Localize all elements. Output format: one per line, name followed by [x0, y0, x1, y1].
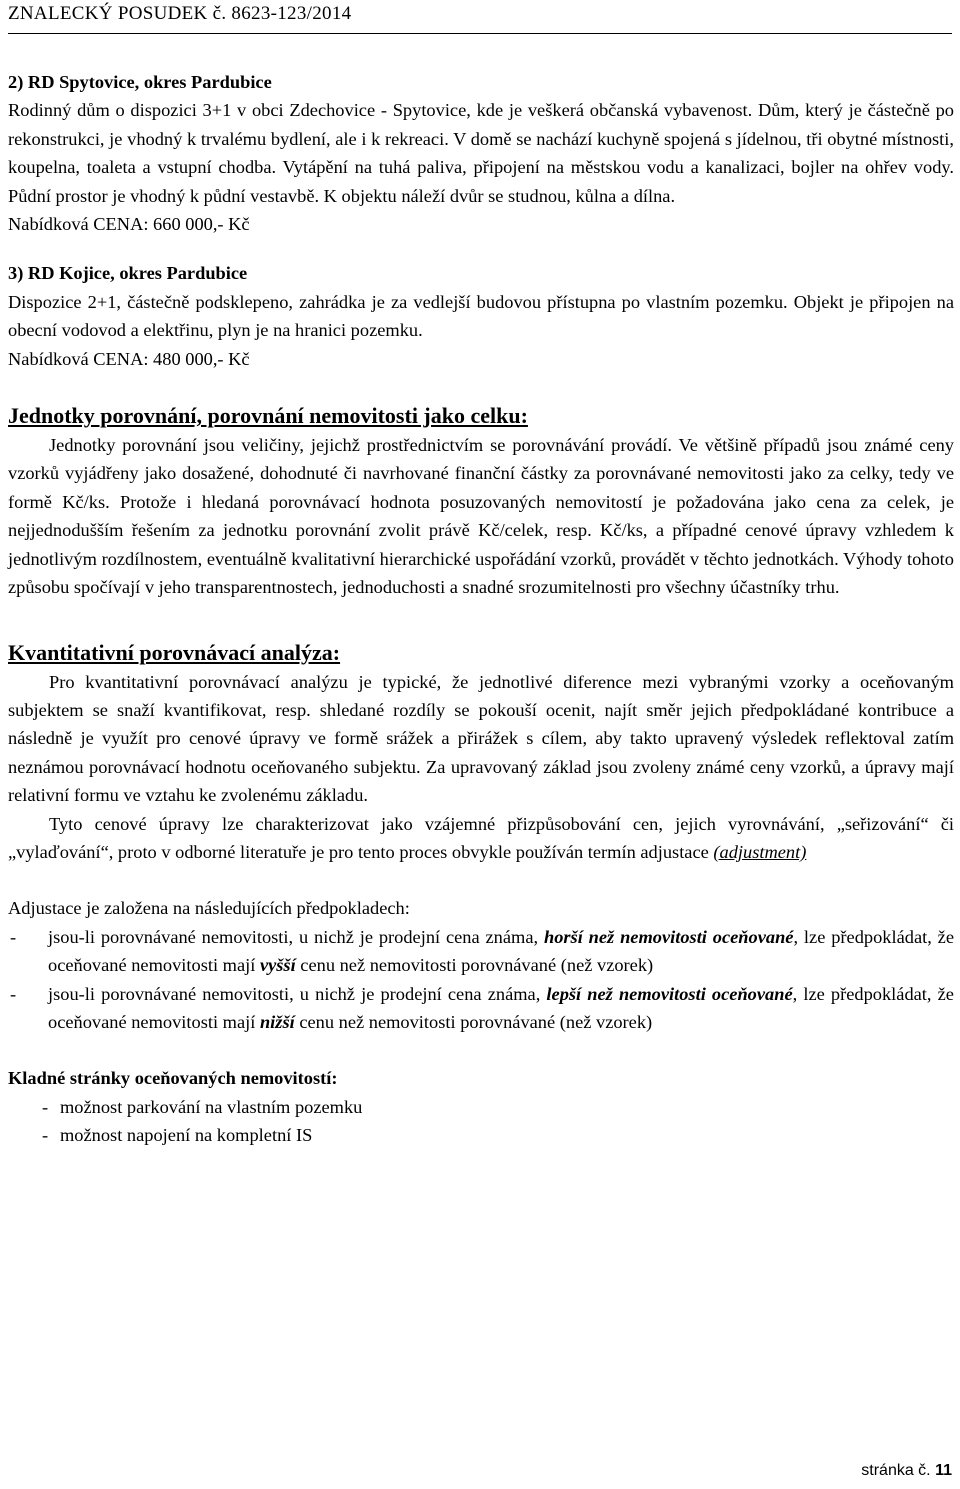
- positive-item-1: [8, 1093, 954, 1121]
- assumption-2-emphasis: lepší než nemovitosti oceňované: [546, 983, 793, 1004]
- page-label: stránka č.: [861, 1462, 931, 1479]
- document-content: [8, 68, 954, 1150]
- analysis-paragraph-2: [8, 810, 954, 867]
- section-2-heading: 2) RD Spytovice, okres Pardubice: [8, 72, 272, 92]
- document-header: ZNALECKÝ POSUDEK č. 8623-123/2014: [8, 3, 952, 34]
- dash-bullet: -: [42, 1125, 49, 1146]
- assumption-item-1: [8, 923, 954, 980]
- page-footer: [861, 1462, 952, 1480]
- assumption-1-keyword: vyšší: [259, 955, 296, 976]
- units-body: Jednotky porovnání jsou veličiny, jejichž prostřednictvím se porovnávání provádí. Ve většině případů jsou známé ceny vzorků vyjádřeny jako dosažené, dohodnuté či navrhované finanční částky za porovnávané nemovitosti jako za celky, tedy ve formě Kč/ks. Protože i hledaná porovnávací hodnota posuzovaných nemovitostí je požadována jako cena za celek, je nejjednodušším řešením za jednotku porovnání zvolit právě Kč/celek, resp. Kč/ks, a případné cenové úpravy vzhledem k jednotlivým rozdílnostem, eventuálně kvalitativní hierarchické uspořádání vzorků, provádět v těchto jednotkách. Výhody tohoto způsobu spočívají v jeho transparentnostech, jednoduchosti a snadné srozumitelnosti pro všechny účastníky trhu.: [8, 435, 954, 598]
- section-2-price: Nabídková CENA: 660 000,- Kč: [8, 214, 250, 235]
- assumption-1-emphasis: horší než nemovitosti oceňované: [543, 926, 794, 947]
- positive-item-text: možnost parkování na vlastním pozemku: [60, 1096, 363, 1117]
- dash-bullet: -: [10, 926, 17, 947]
- assumption-1-text-e: cenu než nemovitosti porovnávané (než vzorek): [295, 955, 654, 976]
- adjustment-intro: Adjustace je založena na následujících předpokladech:: [8, 898, 410, 919]
- assumption-2-text-a: jsou-li porovnávané nemovitosti, u nichž je prodejní cena známa,: [48, 983, 547, 1004]
- positives-heading: Kladné stránky oceňovaných nemovitostí:: [8, 1068, 338, 1089]
- section-3-price: Nabídková CENA: 480 000,- Kč: [8, 348, 250, 369]
- page-number: 11: [935, 1462, 952, 1479]
- analysis-term-adjustment: (adjustment): [713, 841, 807, 862]
- section-3-body: Dispozice 2+1, částečně podsklepeno, zahrádka je za vedlejší budovou přístupna po vlastním pozemku. Objekt je připojen na obecní vodovod a elektřinu, plyn je na hranici pozemku.: [8, 291, 954, 341]
- positive-item-2: [8, 1121, 954, 1149]
- assumption-1-text-a: jsou-li porovnávané nemovitosti, u nichž je prodejní cena známa,: [48, 926, 544, 947]
- assumption-2-text-c: , lze předpokládat, že oceňované nemovitosti mají: [48, 983, 954, 1032]
- section-2-body: Rodinný dům o dispozici 3+1 v obci Zdechovice - Spytovice, kde je veškerá občanská vybavenost. Dům, který je částečně po rekonstrukci, je vhodný k trvalému bydlení, ale i k rekreaci. V domě se nachází kuchyně spojená s jídelnou, tři obytné místnosti, koupelna, toaleta a vstupní chodba. Vytápění na tuhá paliva, připojení na městskou vodu a kanalizaci, bojler na ohřev vody. Půdní prostor je vhodný k půdní vestavbě. K objektu náleží dvůr se studnou, kůlna a dílna.: [8, 100, 954, 206]
- assumption-2-keyword: nižší: [259, 1011, 295, 1032]
- dash-bullet: -: [42, 1096, 49, 1117]
- units-heading: Jednotky porovnání, porovnání nemovitosti jako celku:: [8, 403, 528, 429]
- dash-bullet: -: [10, 983, 17, 1004]
- assumption-1-text-c: , lze předpokládat, že oceňované nemovitosti mají: [48, 926, 954, 976]
- analysis-paragraph-1: Pro kvantitativní porovnávací analýzu je typické, že jednotlivé diference mezi vybranými vzorky a oceňovaným subjektem se snaží kvantifikovat, resp. shledané rozdíly se pokouší ocenit, najít směr jejich předpokládané kontribuce a následně je využít pro cenové úpravy ve formě srážek a přirážek s cílem, aby takto upravený výsledek reflektoval zatím neznámou porovnávací hodnotu oceňovaného subjektu. Za upravovaný základ jsou zvoleny známé ceny vzorků, a úpravy mají relativní formu ve vztahu ke zvolenému základu.: [8, 671, 954, 806]
- section-3-heading: 3) RD Kojice, okres Pardubice: [8, 263, 248, 284]
- analysis-heading: Kvantitativní porovnávací analýza:: [8, 639, 341, 665]
- assumption-2-text-e: cenu než nemovitosti porovnávané (než vzorek): [294, 1011, 653, 1032]
- analysis-paragraph-2-text: Tyto cenové úpravy lze charakterizovat jako vzájemné přizpůsobování cen, jejich vyrovnávání, „seřizování“ či „vylaďování“, proto v odborné literatuře je pro tento proces obvykle používán termín adjustace: [8, 813, 954, 862]
- assumption-item-2: [8, 980, 954, 1037]
- positive-item-text: možnost napojení na kompletní IS: [60, 1125, 313, 1146]
